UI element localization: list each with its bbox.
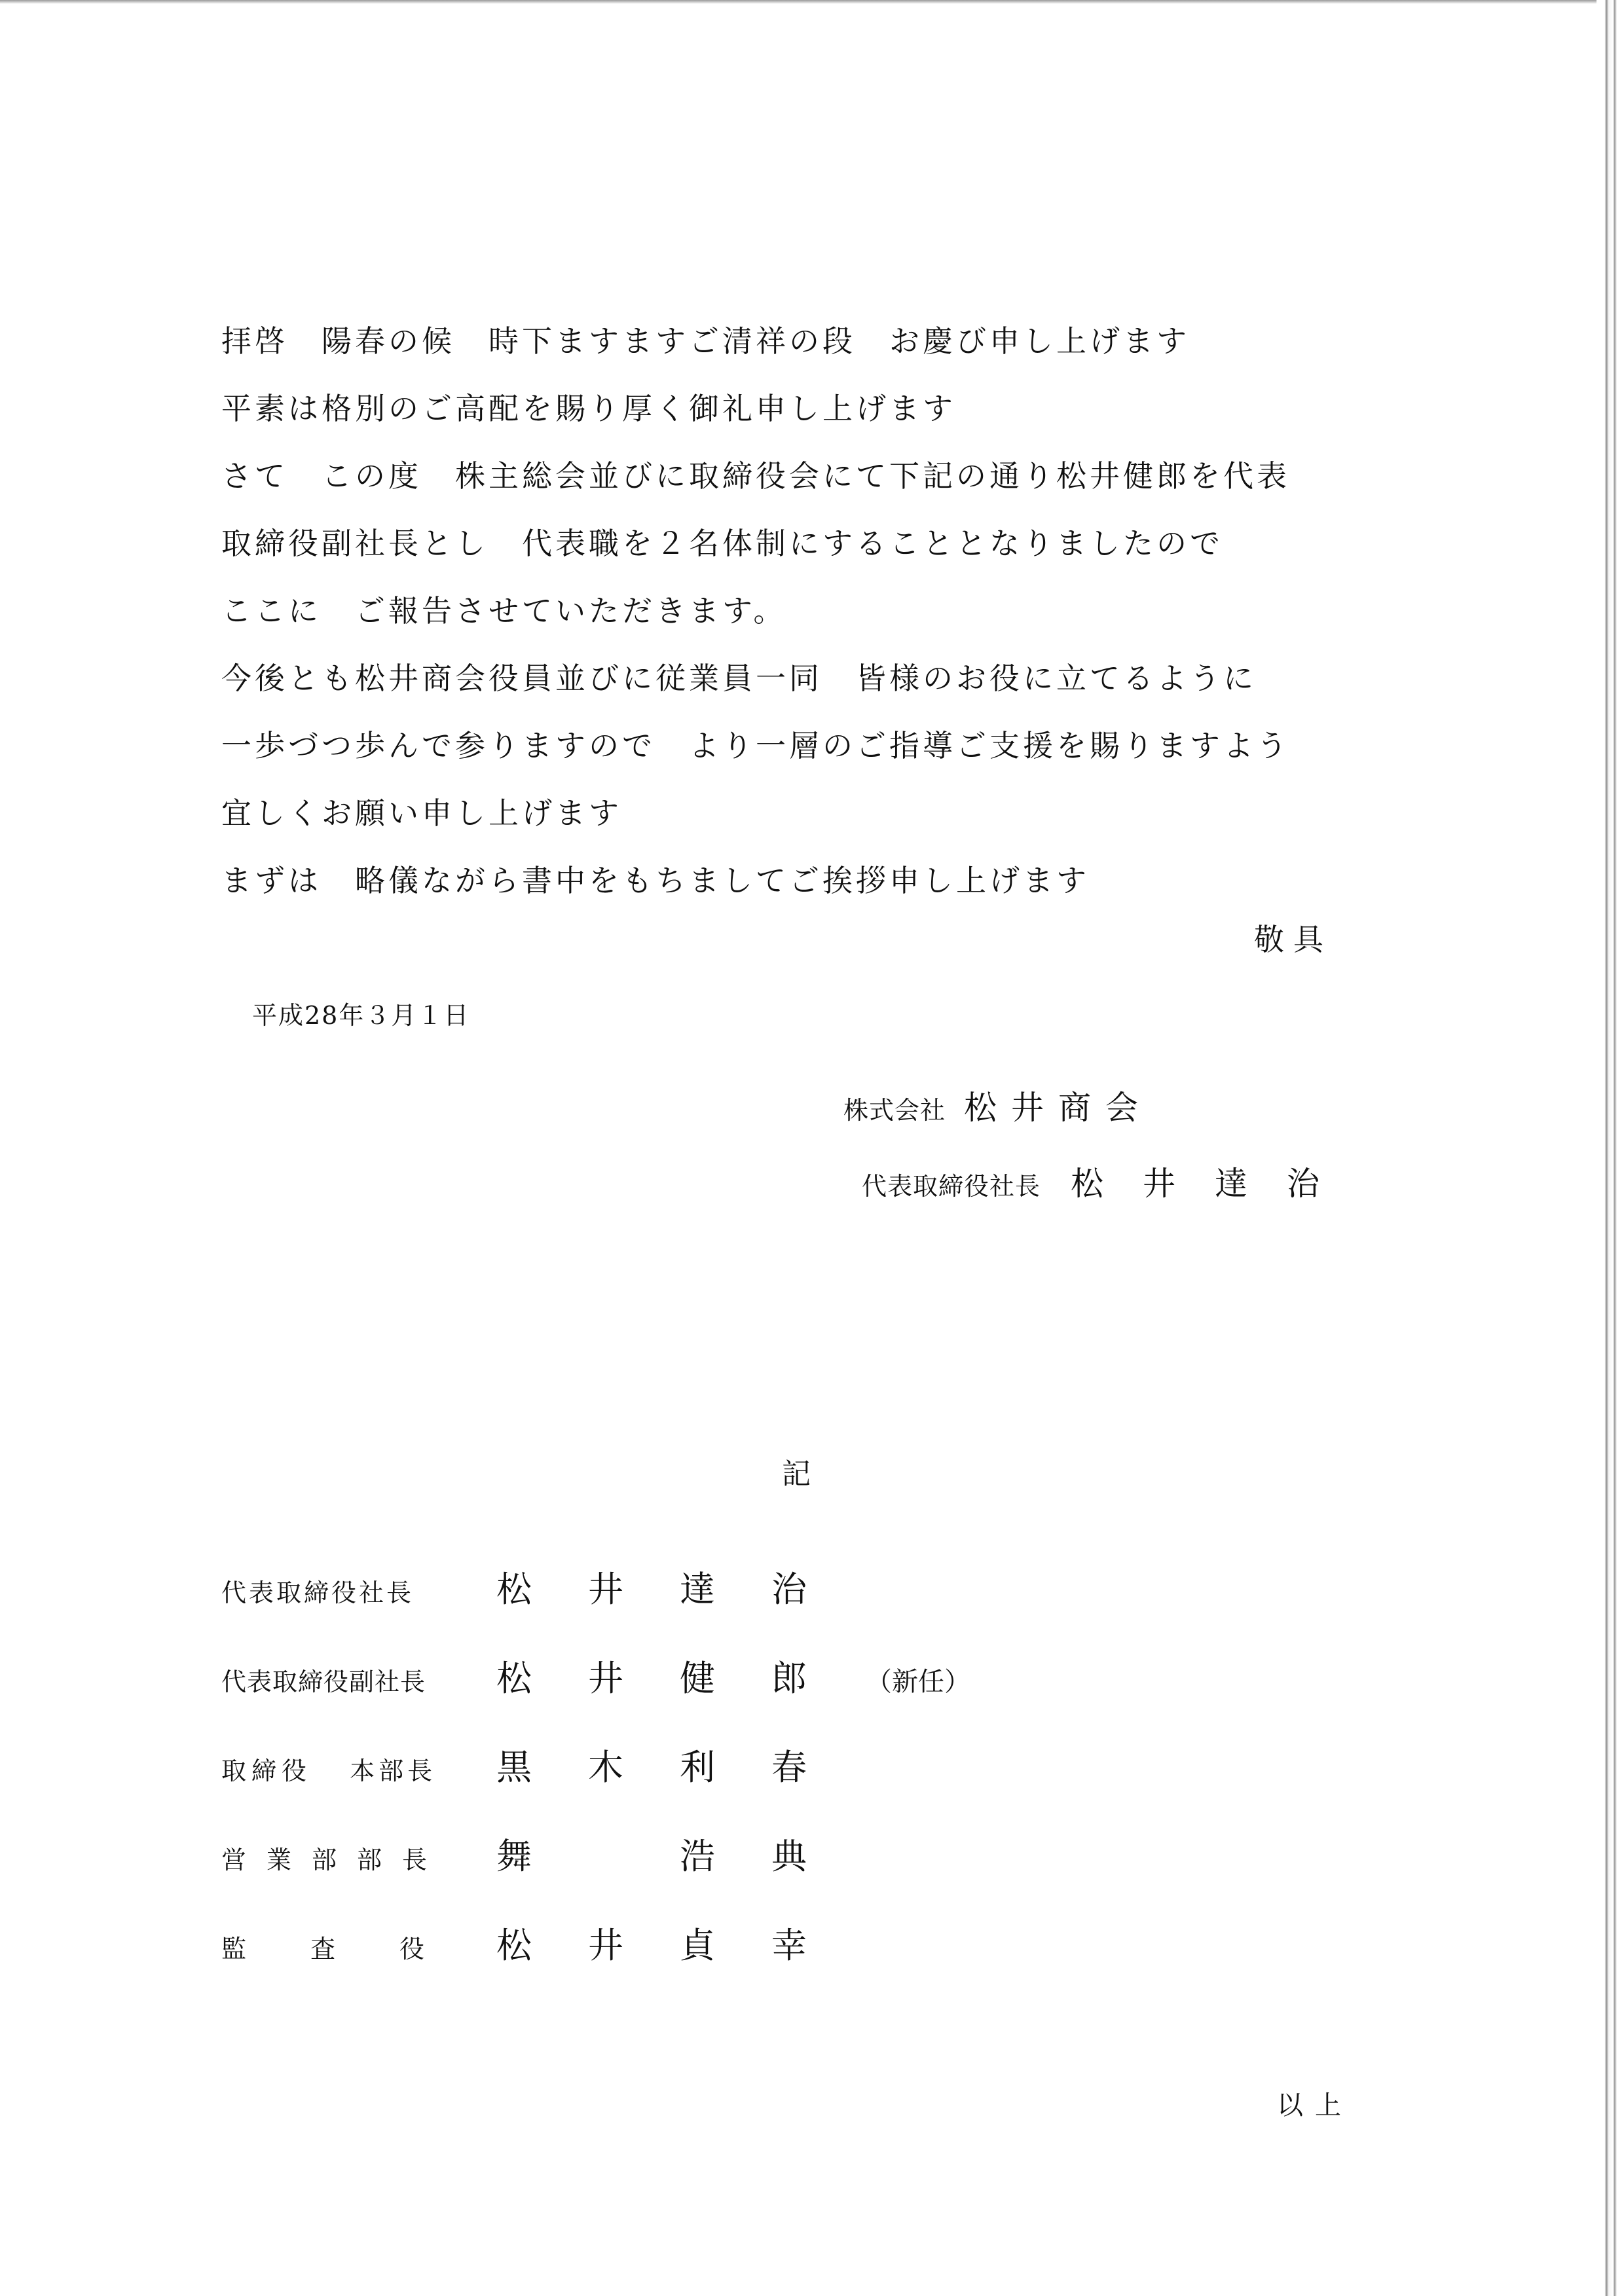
officer-name-char: 幸 <box>771 1925 807 1966</box>
officer-name-char: 井 <box>588 1925 623 1966</box>
officer-name-char: 松 <box>496 1925 532 1966</box>
officer-role-sub-label: 本部長 <box>350 1757 437 1785</box>
officer-role <box>221 1576 441 1609</box>
body-line: 一歩づつ歩んで参りますので より一層のご指導ご支援を賜りますよう <box>221 728 1290 763</box>
body-line: 取締役副社長とし 代表職を２名体制にすることとなりましたので <box>221 526 1223 561</box>
body-line: 平素は格別のご高配を賜り厚く御礼申し上げます <box>221 391 956 426</box>
officer-role <box>221 1844 448 1876</box>
president-name: 松井達治 <box>1071 1165 1359 1203</box>
president-title: 代表取締役社長 <box>862 1172 1041 1201</box>
letter-body <box>221 308 1387 915</box>
officer-role-label: 取締役 <box>221 1757 312 1785</box>
officer-name-char: 舞 <box>496 1836 532 1877</box>
officer-name-char: 達 <box>680 1569 715 1610</box>
officer-name-char: 郎 <box>771 1658 807 1699</box>
officer-name-char: 松 <box>496 1569 532 1610</box>
body-line: 拝啓 陽春の候 時下ますますご清祥の段 お慶び申し上げます <box>221 323 1190 359</box>
officer-name-char: 貞 <box>680 1925 715 1966</box>
record-heading: 記 <box>782 1457 811 1491</box>
officer-row <box>221 1921 1204 1967</box>
officer-name-char: 井 <box>588 1658 623 1699</box>
end-mark-ijou: 以上 <box>1277 2090 1353 2121</box>
officer-role-label: 営業部部長 <box>221 1846 448 1874</box>
officer-row <box>221 1654 1204 1700</box>
officer-row <box>221 1565 1204 1611</box>
officer-name-char: 春 <box>771 1747 807 1788</box>
officer-name-char: 健 <box>680 1658 715 1699</box>
officer-role <box>221 1755 441 1787</box>
officer-role <box>221 1666 441 1698</box>
officer-name-char: 黒 <box>496 1747 532 1788</box>
officer-row <box>221 1743 1204 1789</box>
scan-edge-top <box>0 0 1624 4</box>
sender-president <box>862 1157 1359 1205</box>
body-line: 宜しくお願い申し上げます <box>221 795 622 831</box>
officer-name-char: 井 <box>588 1569 623 1610</box>
letter-date: 平成28年３月１日 <box>252 1001 470 1030</box>
officer-name-char: 利 <box>680 1747 715 1788</box>
officer-name-char: 浩 <box>680 1836 715 1877</box>
body-line: さて この度 株主総会並びに取締役会にて下記の通り松井健郎を代表 <box>221 458 1290 494</box>
officer-name-char: 木 <box>588 1747 623 1788</box>
officer-name-char: 典 <box>771 1836 807 1877</box>
scan-edge-right <box>1596 0 1624 2296</box>
closing-keigu: 敬具 <box>1254 922 1333 957</box>
officer-role-label: 監査役 <box>221 1935 489 1963</box>
company-name: 松井商会 <box>964 1089 1153 1127</box>
body-line: 今後とも松井商会役員並びに従業員一同 皆様のお役に立てるように <box>221 661 1257 696</box>
officer-name-char: 松 <box>496 1658 532 1699</box>
officer-row <box>221 1832 1204 1878</box>
officer-name-char: 治 <box>771 1569 807 1610</box>
sender-company <box>843 1082 1153 1129</box>
officer-role-label: 代表取締役社長 <box>221 1578 415 1607</box>
officer-role <box>221 1933 489 1965</box>
officer-note: （新任） <box>866 1667 970 1697</box>
officer-role-label: 代表取締役副社長 <box>221 1667 426 1696</box>
body-line: まずは 略儀ながら書中をもちましてご挨拶申し上げます <box>221 863 1090 898</box>
company-type-label: 株式会社 <box>843 1096 946 1125</box>
body-line: ここに ご報告させていただきます。 <box>221 593 787 629</box>
